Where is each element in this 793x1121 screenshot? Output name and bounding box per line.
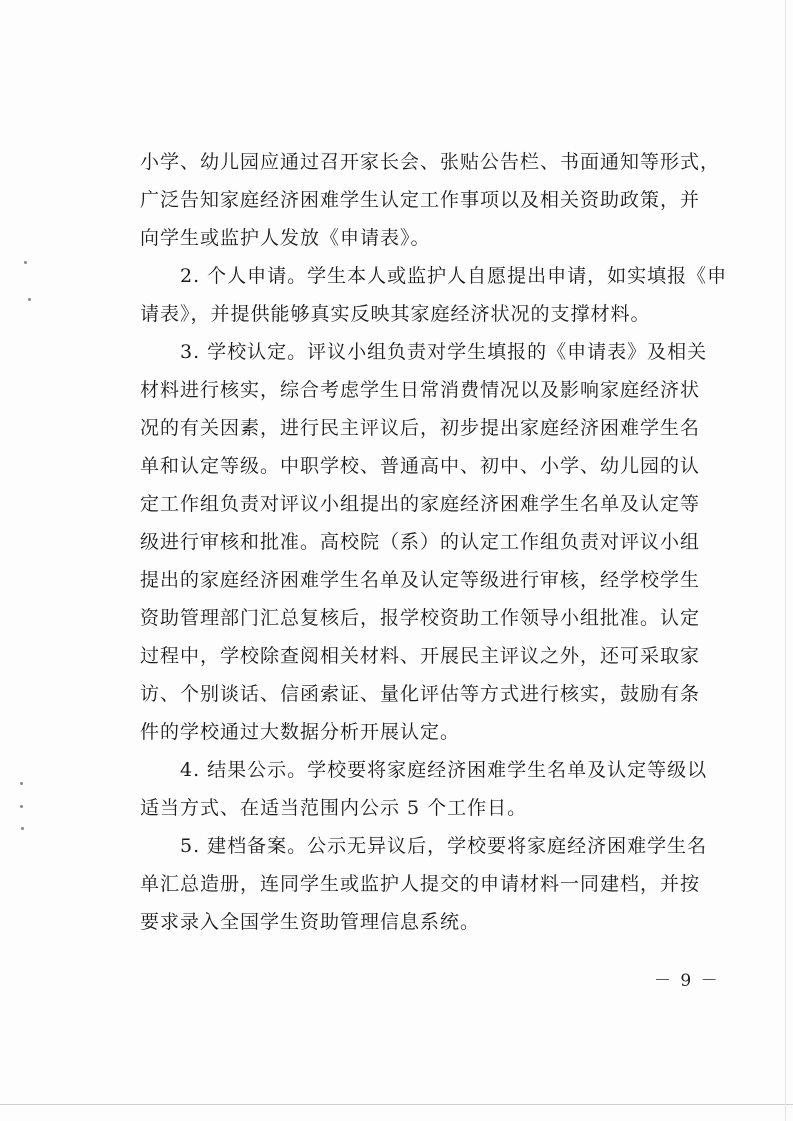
text-line: 单和认定等级。中职学校、普通高中、初中、小学、幼儿园的认 xyxy=(140,455,701,477)
scan-mark xyxy=(21,827,24,830)
text-line: 资助管理部门汇总复核后，报学校资助工作领导小组批准。认定 xyxy=(140,607,701,629)
scan-mark xyxy=(20,782,23,785)
text-line: 广泛告知家庭经济困难学生认定工作事项以及相关资助政策，并 xyxy=(140,189,701,211)
text-line: 材料进行核实，综合考虑学生日常消费情况以及影响家庭经济状 xyxy=(140,379,701,401)
text-line: 访、个别谈话、信函索证、量化评估等方式进行核实，鼓励有条 xyxy=(140,683,701,705)
scan-mark xyxy=(28,298,31,301)
text-line: 过程中，学校除查阅相关材料、开展民主评议之外，还可采取家 xyxy=(140,645,701,667)
text-line: 适当方式、在适当范围内公示 5 个工作日。 xyxy=(140,797,528,819)
text-line: 3. 学校认定。评议小组负责对学生填报的《申请表》及相关 xyxy=(140,341,708,363)
page-number: － 9 － xyxy=(654,971,720,991)
text-line: 定工作组负责对评议小组提出的家庭经济困难学生名单及认定等 xyxy=(140,493,701,515)
text-line: 件的学校通过大数据分析开展认定。 xyxy=(140,721,461,743)
page-edge-right xyxy=(785,0,786,1121)
page-edge-bottom xyxy=(0,1104,793,1105)
text-line: 况的有关因素，进行民主评议后，初步提出家庭经济困难学生名 xyxy=(140,417,701,439)
text-line: 向学生或监护人发放《申请表》。 xyxy=(140,227,431,249)
scan-mark xyxy=(24,261,27,264)
body-text xyxy=(140,143,728,941)
text-line: 4. 结果公示。学校要将家庭经济困难学生名单及认定等级以 xyxy=(140,759,708,781)
text-line: 提出的家庭经济困难学生名单及认定等级进行审核，经学校学生 xyxy=(140,569,701,591)
text-line: 单汇总造册，连同学生或监护人提交的申请材料一同建档，并按 xyxy=(140,873,701,895)
text-line: 级进行审核和批准。高校院（系）的认定工作组负责对评议小组 xyxy=(140,531,701,553)
text-line: 2. 个人申请。学生本人或监护人自愿提出申请，如实填报《申 xyxy=(140,265,728,287)
text-line: 5. 建档备案。公示无异议后，学校要将家庭经济困难学生名 xyxy=(140,835,708,857)
text-line: 要求录入全国学生资助管理信息系统。 xyxy=(140,911,481,933)
text-line: 小学、幼儿园应通过召开家长会、张贴公告栏、书面通知等形式， xyxy=(140,151,721,173)
scan-mark xyxy=(20,805,23,808)
text-line: 请表》，并提供能够真实反映其家庭经济状况的支撑材料。 xyxy=(140,303,651,325)
